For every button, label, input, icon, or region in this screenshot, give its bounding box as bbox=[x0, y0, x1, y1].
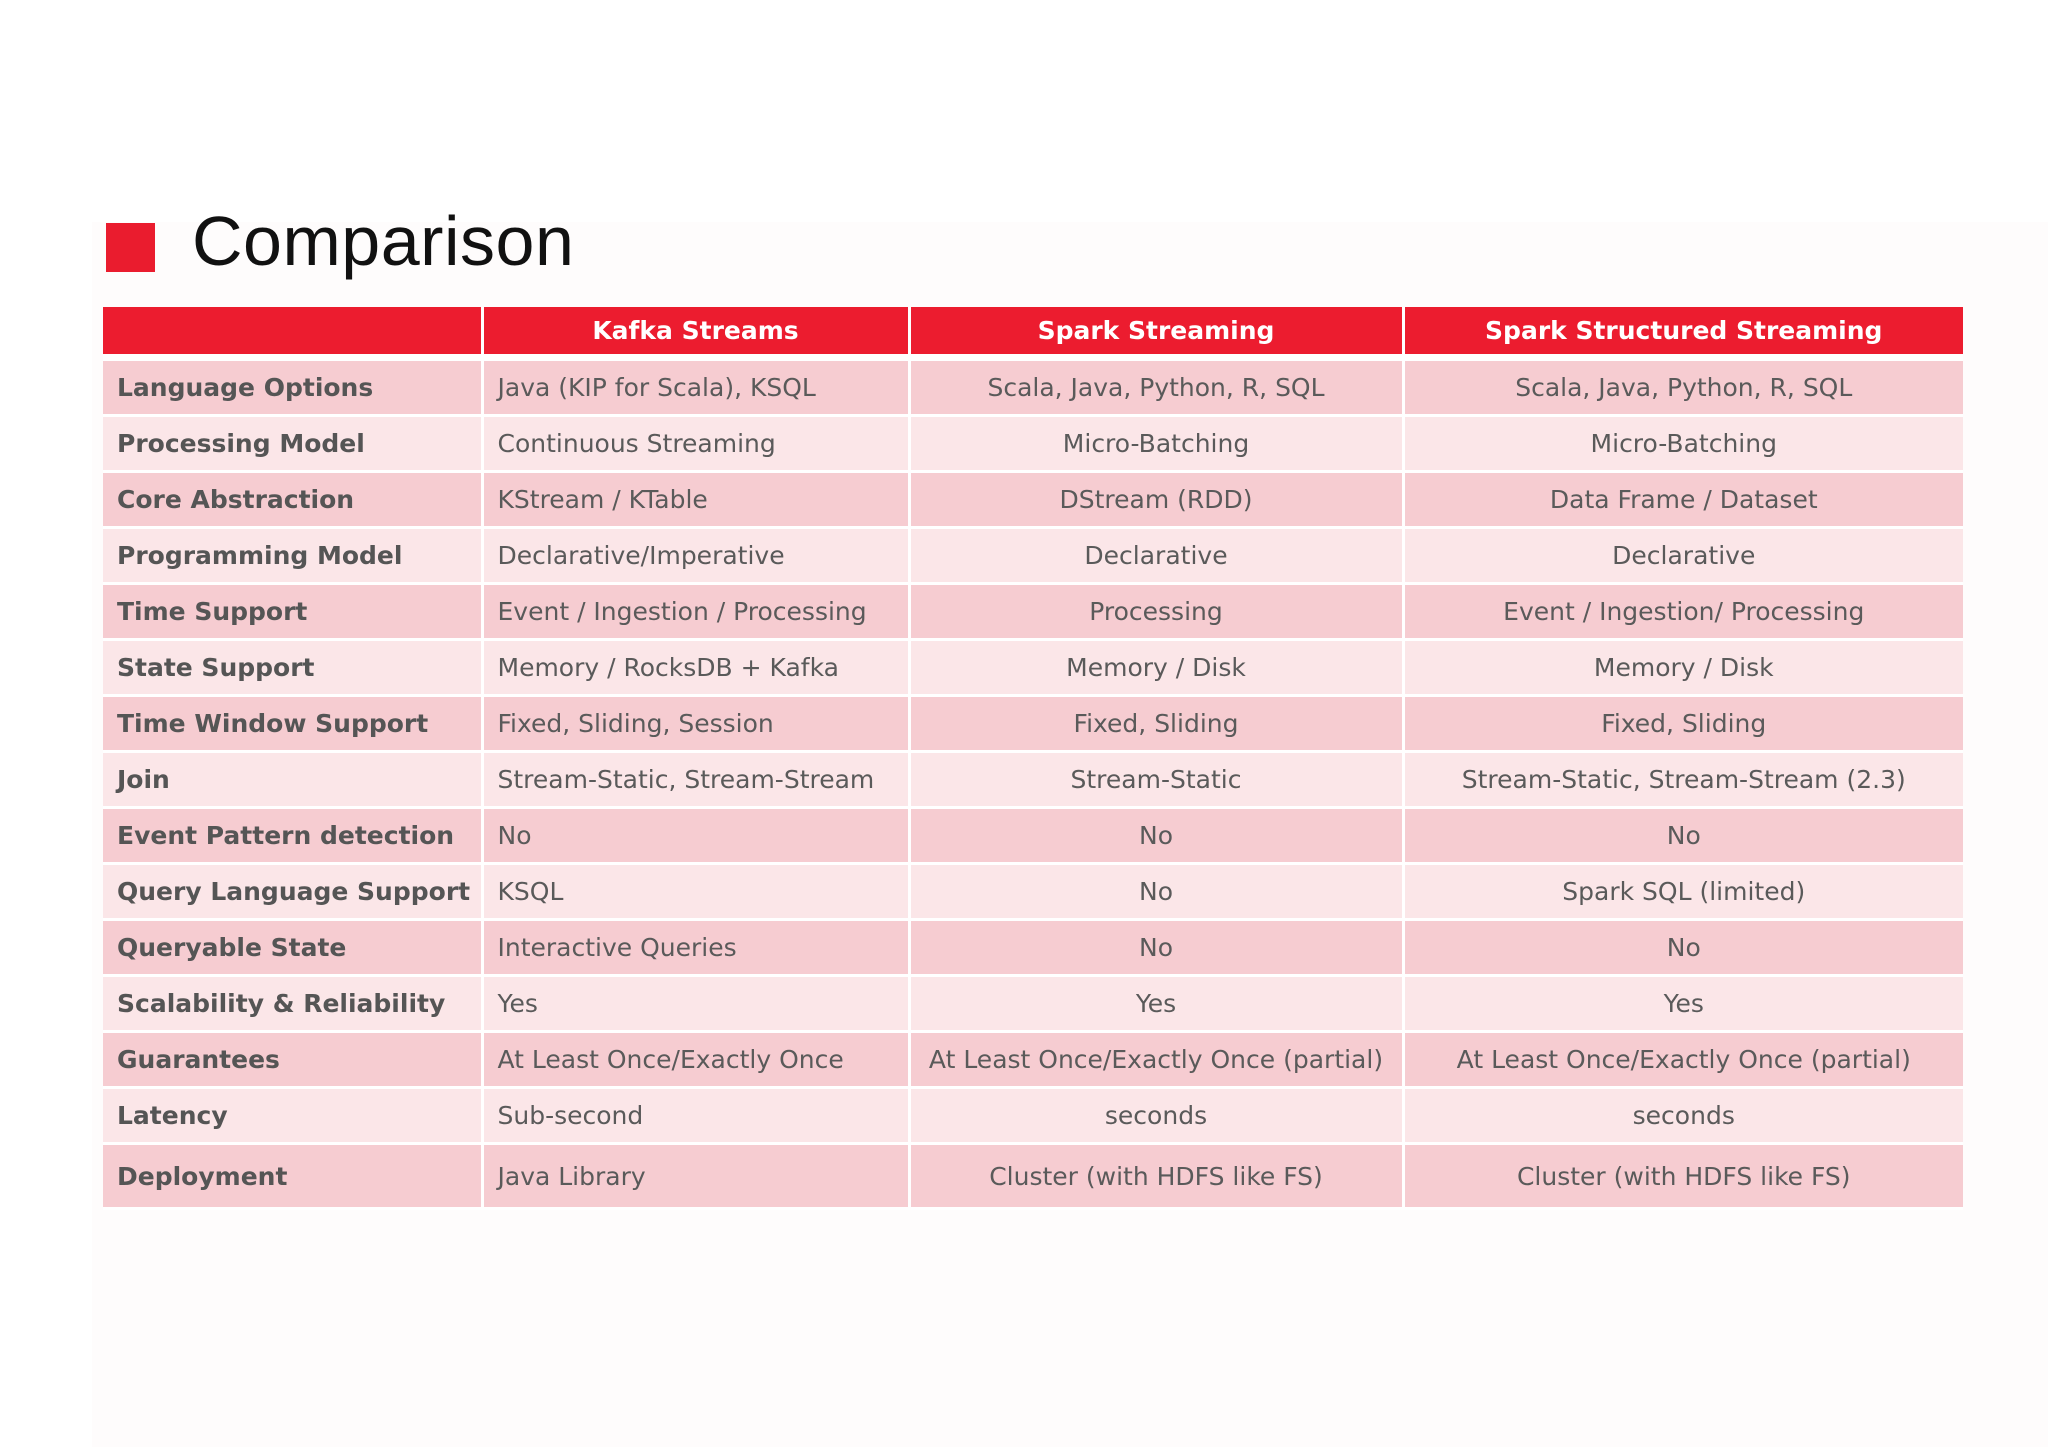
header-spark-streaming: Spark Streaming bbox=[909, 307, 1403, 358]
spark-streaming-cell: Fixed, Sliding bbox=[909, 696, 1403, 752]
row-label-cell: Scalability & Reliability bbox=[103, 976, 482, 1032]
spark-structured-streaming-cell: Spark SQL (limited) bbox=[1403, 864, 1963, 920]
table-body bbox=[103, 358, 1963, 1209]
spark-streaming-cell: Yes bbox=[909, 976, 1403, 1032]
spark-streaming-cell: seconds bbox=[909, 1088, 1403, 1144]
comparison-table bbox=[103, 307, 1963, 1210]
spark-structured-streaming-cell: Event / Ingestion/ Processing bbox=[1403, 584, 1963, 640]
row-label-cell: Core Abstraction bbox=[103, 472, 482, 528]
spark-structured-streaming-cell: Data Frame / Dataset bbox=[1403, 472, 1963, 528]
kafka-streams-cell: KSQL bbox=[482, 864, 909, 920]
spark-streaming-cell: No bbox=[909, 864, 1403, 920]
header-empty-cell bbox=[103, 307, 482, 358]
table-row bbox=[103, 976, 1963, 1032]
table-row bbox=[103, 640, 1963, 696]
table-header-row bbox=[103, 307, 1963, 358]
spark-structured-streaming-cell: Fixed, Sliding bbox=[1403, 696, 1963, 752]
table-row bbox=[103, 416, 1963, 472]
spark-structured-streaming-cell: Memory / Disk bbox=[1403, 640, 1963, 696]
spark-structured-streaming-cell: No bbox=[1403, 808, 1963, 864]
row-label-cell: Time Window Support bbox=[103, 696, 482, 752]
row-label-cell: Programming Model bbox=[103, 528, 482, 584]
row-label-cell: Queryable State bbox=[103, 920, 482, 976]
table-row bbox=[103, 1144, 1963, 1209]
table-row bbox=[103, 864, 1963, 920]
kafka-streams-cell: KStream / KTable bbox=[482, 472, 909, 528]
spark-structured-streaming-cell: Stream-Static, Stream-Stream (2.3) bbox=[1403, 752, 1963, 808]
table-row bbox=[103, 528, 1963, 584]
spark-streaming-cell: Stream-Static bbox=[909, 752, 1403, 808]
kafka-streams-cell: Interactive Queries bbox=[482, 920, 909, 976]
row-label-cell: Join bbox=[103, 752, 482, 808]
spark-streaming-cell: Cluster (with HDFS like FS) bbox=[909, 1144, 1403, 1209]
kafka-streams-cell: Fixed, Sliding, Session bbox=[482, 696, 909, 752]
title-row bbox=[106, 196, 574, 286]
kafka-streams-cell: Java (KIP for Scala), KSQL bbox=[482, 358, 909, 416]
kafka-streams-cell: Event / Ingestion / Processing bbox=[482, 584, 909, 640]
spark-streaming-cell: Declarative bbox=[909, 528, 1403, 584]
row-label-cell: State Support bbox=[103, 640, 482, 696]
spark-structured-streaming-cell: Declarative bbox=[1403, 528, 1963, 584]
row-label-cell: Latency bbox=[103, 1088, 482, 1144]
spark-structured-streaming-cell: seconds bbox=[1403, 1088, 1963, 1144]
spark-structured-streaming-cell: Scala, Java, Python, R, SQL bbox=[1403, 358, 1963, 416]
table-row bbox=[103, 696, 1963, 752]
header-kafka-streams: Kafka Streams bbox=[482, 307, 909, 358]
page-title: Comparison bbox=[192, 202, 575, 280]
row-label-cell: Time Support bbox=[103, 584, 482, 640]
row-label-cell: Deployment bbox=[103, 1144, 482, 1209]
spark-streaming-cell: Processing bbox=[909, 584, 1403, 640]
spark-streaming-cell: Memory / Disk bbox=[909, 640, 1403, 696]
kafka-streams-cell: Declarative/Imperative bbox=[482, 528, 909, 584]
kafka-streams-cell: Yes bbox=[482, 976, 909, 1032]
spark-streaming-cell: Scala, Java, Python, R, SQL bbox=[909, 358, 1403, 416]
table-row bbox=[103, 584, 1963, 640]
spark-structured-streaming-cell: Cluster (with HDFS like FS) bbox=[1403, 1144, 1963, 1209]
row-label-cell: Processing Model bbox=[103, 416, 482, 472]
table-row bbox=[103, 808, 1963, 864]
kafka-streams-cell: Memory / RocksDB + Kafka bbox=[482, 640, 909, 696]
spark-structured-streaming-cell: Yes bbox=[1403, 976, 1963, 1032]
kafka-streams-cell: Sub-second bbox=[482, 1088, 909, 1144]
table-row bbox=[103, 752, 1963, 808]
header-spark-structured-streaming: Spark Structured Streaming bbox=[1403, 307, 1963, 358]
kafka-streams-cell: No bbox=[482, 808, 909, 864]
kafka-streams-cell: Java Library bbox=[482, 1144, 909, 1209]
table-row bbox=[103, 358, 1963, 416]
row-label-cell: Event Pattern detection bbox=[103, 808, 482, 864]
spark-streaming-cell: At Least Once/Exactly Once (partial) bbox=[909, 1032, 1403, 1088]
table-row bbox=[103, 472, 1963, 528]
spark-structured-streaming-cell: No bbox=[1403, 920, 1963, 976]
spark-structured-streaming-cell: At Least Once/Exactly Once (partial) bbox=[1403, 1032, 1963, 1088]
spark-streaming-cell: No bbox=[909, 808, 1403, 864]
table-row bbox=[103, 1032, 1963, 1088]
row-label-cell: Query Language Support bbox=[103, 864, 482, 920]
table-row bbox=[103, 1088, 1963, 1144]
table-row bbox=[103, 920, 1963, 976]
kafka-streams-cell: Stream-Static, Stream-Stream bbox=[482, 752, 909, 808]
kafka-streams-cell: Continuous Streaming bbox=[482, 416, 909, 472]
row-label-cell: Guarantees bbox=[103, 1032, 482, 1088]
kafka-streams-cell: At Least Once/Exactly Once bbox=[482, 1032, 909, 1088]
spark-streaming-cell: DStream (RDD) bbox=[909, 472, 1403, 528]
spark-structured-streaming-cell: Micro-Batching bbox=[1403, 416, 1963, 472]
title-bullet-square bbox=[106, 223, 155, 272]
spark-streaming-cell: Micro-Batching bbox=[909, 416, 1403, 472]
spark-streaming-cell: No bbox=[909, 920, 1403, 976]
row-label-cell: Language Options bbox=[103, 358, 482, 416]
